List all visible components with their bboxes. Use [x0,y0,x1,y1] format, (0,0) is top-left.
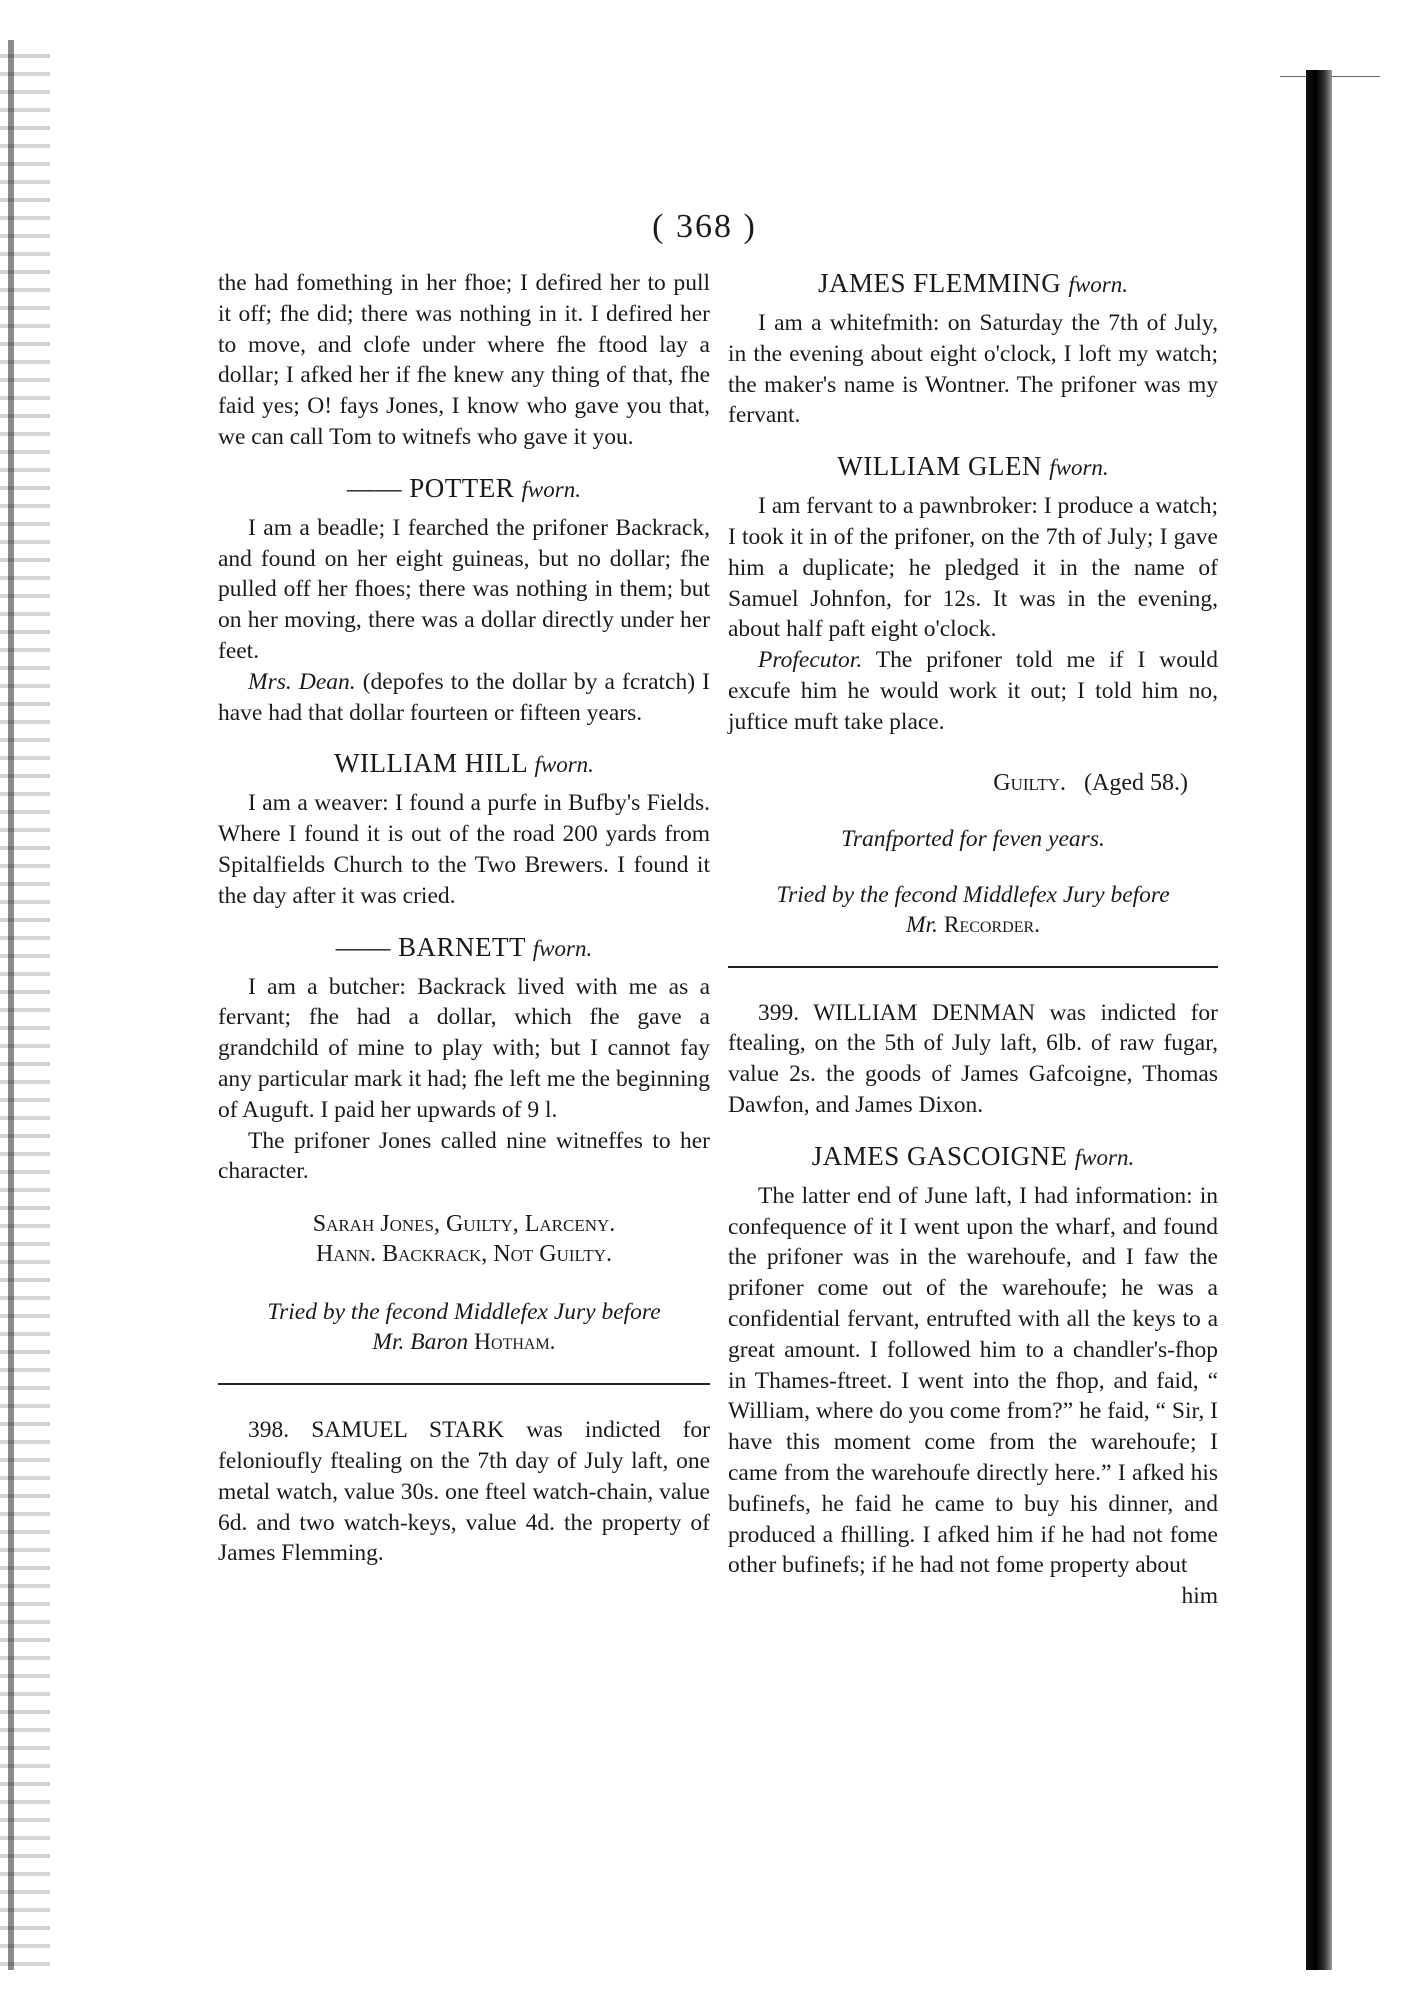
speaker-name: Profecutor. [758,647,863,674]
witness-heading [728,449,1218,485]
section-divider [728,966,1218,968]
speaker-text: The prifoner told me if I would excufe him he would work it out; I told him no, juftice muft take place. [728,647,1218,735]
sworn-label: fworn. [532,935,593,961]
paragraph: I am fervant to a pawnbroker: I produce a watch; I took it in of the prifoner, on the 7th of July; I gave him a duplicate; he pledged it in the name of Samuel Johnfon, for 12s. It was in the evening, about half paft eight o'clock. [728,493,1219,643]
paragraph: The prifoner Jones called nine witneffes to her character. [218,1127,710,1185]
indictment-paragraph: 398. SAMUEL STARK was indicted for felonioufly ftealing on the 7th day of July laft, one metal watch, value 30s. one fteel watch-chain, value 6d. and two watch-keys, value 4d. the property of James Flemming. [218,1417,710,1567]
sworn-label: fworn. [1068,272,1128,297]
sworn-label: fworn. [1049,455,1109,481]
catchword: him [1181,1583,1218,1610]
paragraph: I am a whitefmith: on Saturday the 7th of July, in the evening about eight o'clock, I loft my watch; the maker's name is Wontner. The prifoner was my fervant. [728,310,1218,429]
left-column [218,268,710,1569]
paragraph: The latter end of June laft, I had information: in confequence of it I went upon the wharf, and found the prifoner was in the warehoufe, and I faw the prifoner come out of the warehoufe; he was a confidential fervant, entrufted with all the keys to a great amount. I followed him to a chandler's-fhop in Thames-ftreet. I went into the fhop, and faid, “ William, where do you come from?” he faid, “ Sir, I have this moment come from the warehoufe; I came from the warehoufe directly here.” I afked his bufinefs, he faid he came to buy his dinner, and produced a fhilling. I afked him if he had not fome other bufinefs; if he had not fome property about [728,1182,1218,1579]
tried-line: Tried by the fecond Middlefex Jury before [776,881,1170,908]
paragraph: I am a beadle; I fearched the prifoner Backrack, and found on her eight guineas, but no dollar; fhe pulled off her fhoes; there was nothing in them; but on her moving, there was a dollar directly under her feet. [218,514,710,664]
judge-name: Hotham. [474,1329,556,1356]
sentence-line: Tranfported for feven years. [841,825,1105,852]
paragraph: I am a butcher: Backrack lived with me as a fervant; fhe had a dollar, which fhe gave a grandchild of mine to play with; but I cannot fay any particular mark it had; fhe left me the beginning of Auguft. I paid her upwards of 9 l. [218,973,710,1123]
scan-binding-edge [1306,70,1332,1970]
tried-title: Mr. [905,911,938,938]
tried-line [218,1327,710,1357]
section-divider [218,1383,710,1385]
verdict-line [728,768,1218,798]
witness-name: JAMES GASCOIGNE [811,1140,1068,1171]
witness-name: WILLIAM HILL [334,748,528,779]
right-column [728,268,1218,1612]
sworn-label: fworn. [534,752,594,778]
witness-heading [218,471,710,507]
paragraph: I am a weaver: I found a purfe in Bufby's Fields. Where I found it is out of the road 200 yards from Spitalfields Church to the Two Brewers. I found it the day after it was cried. [218,790,710,909]
speaker-text: (depofes to the dollar by a fcratch) I have had that dollar fourteen or fifteen years. [218,668,710,726]
witness-name: WILLIAM GLEN [837,451,1042,482]
verdict-line: Sarah Jones, Guilty, Larceny. [312,1211,616,1238]
tried-line: Tried by the fecond Middlefex Jury before [267,1299,661,1326]
prisoner-age: (Aged 58.) [1084,769,1188,796]
sworn-label: fworn. [1074,1144,1135,1170]
witness-name: —— BARNETT [335,931,526,962]
witness-heading [728,266,1218,302]
tried-line [728,910,1218,940]
paragraph: the had fomething in her fhoe; I defired her to pull it off; fhe did; there was nothing in it. I defired her to move, and clofe under where fhe ftood lay a dollar; I afked her if fhe knew any thing of that, fhe faid yes; O! fays Jones, I know who gave you that, we can call Tom to witnefs who gave it you. [218,270,710,450]
witness-heading [218,930,710,966]
witness-heading [728,1139,1218,1175]
witness-name: —— POTTER [347,472,515,503]
tried-title: Mr. Baron [372,1329,469,1356]
verdict-word: Guilty. [993,769,1067,796]
page-number: ( 368 ) [652,208,757,245]
speaker-name: Mrs. Dean. [248,668,356,695]
paragraph [728,645,1218,737]
witness-heading [218,746,710,782]
scan-edge-line [8,40,14,1970]
verdict-line: Hann. Backrack, Not Guilty. [315,1241,613,1268]
indictment-paragraph: 399. WILLIAM DENMAN was indicted for ftealing, on the 5th of July laft, 6lb. of raw fugar, value 2s. the goods of James Gafcoigne, Thomas Dawfon, and James Dixon. [728,999,1218,1118]
judge-name: Recorder. [943,911,1041,938]
paragraph [218,667,710,729]
sworn-label: fworn. [521,476,581,502]
witness-name: JAMES FLEMMING [818,268,1062,298]
